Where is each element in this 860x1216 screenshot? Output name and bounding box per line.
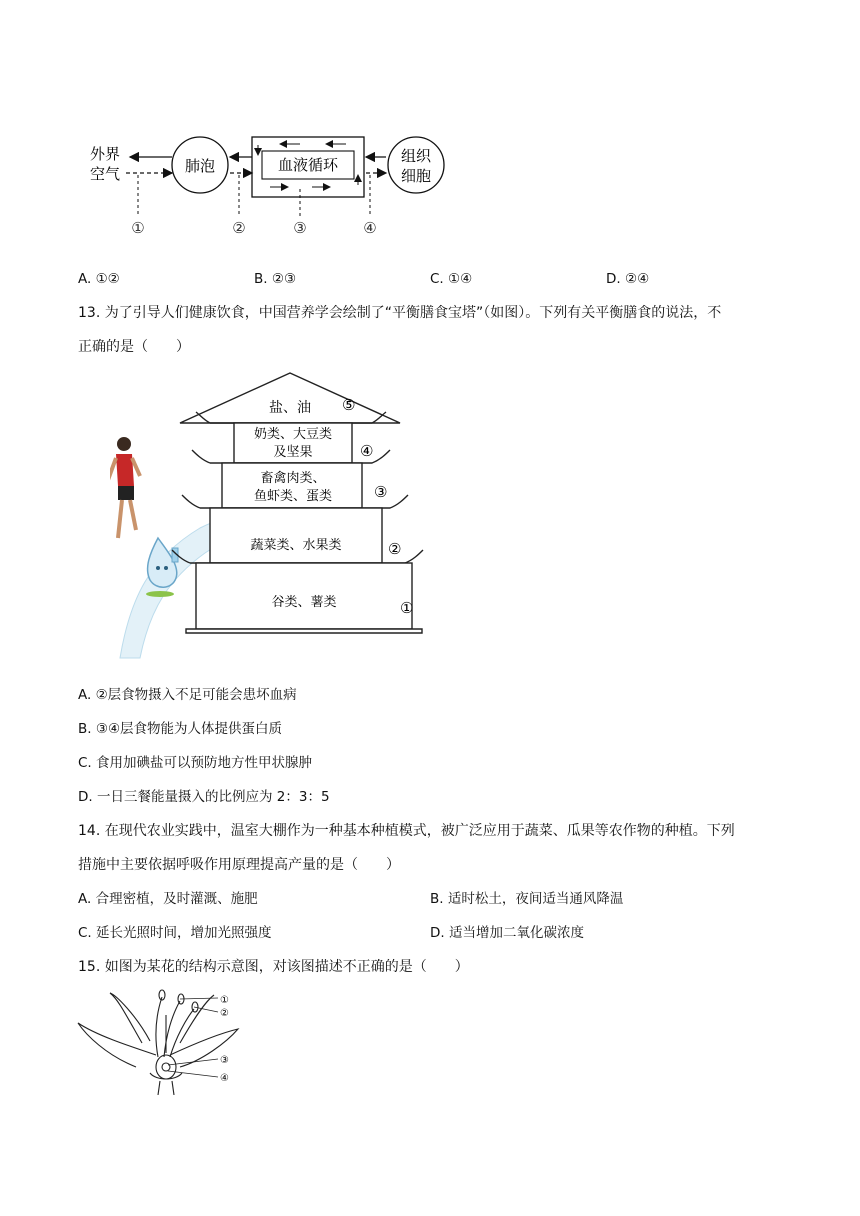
marker-2: ② — [232, 219, 246, 237]
flower-structure-figure — [76, 985, 246, 1095]
q13-option-a[interactable]: A. ②层食物摄入不足可能会患坏血病 — [78, 687, 297, 703]
outside-air-label: 空气 — [90, 165, 121, 183]
pyramid-marker-2: ② — [388, 540, 402, 558]
q14-stem: 14. 在现代农业实践中，温室大棚作为一种基本种植模式，被广泛应用于蔬菜、瓜果等农作物的种植。下列 — [78, 823, 735, 839]
pyramid-level3-label: 畜禽肉类、 — [260, 471, 326, 486]
food-pyramid-figure — [110, 368, 440, 663]
flower-marker-1: ① — [220, 995, 229, 1006]
runner-figure — [110, 437, 140, 538]
q14-option-a[interactable]: A. 合理密植，及时灌溉、施肥 — [78, 891, 258, 907]
q12-option-b[interactable]: B. ②③ — [254, 271, 297, 287]
respiration-diagram — [80, 125, 460, 240]
q13-option-b[interactable]: B. ③④层食物能为人体提供蛋白质 — [78, 721, 283, 737]
outside-air-label: 外界 — [90, 145, 121, 163]
pyramid-marker-5: ⑤ — [342, 396, 356, 414]
blood-circulation-label: 血液循环 — [277, 156, 339, 174]
q12-option-a[interactable]: A. ①② — [78, 271, 120, 287]
pyramid-marker-1: ① — [400, 599, 414, 617]
pyramid-level4-label: 及坚果 — [273, 445, 313, 460]
q13-stem-cont: 正确的是（ ） — [78, 339, 190, 355]
q15-stem: 15. 如图为某花的结构示意图，对该图描述不正确的是（ ） — [78, 959, 469, 975]
marker-4: ④ — [363, 219, 377, 237]
marker-3: ③ — [293, 219, 307, 237]
q14-option-d[interactable]: D. 适当增加二氧化碳浓度 — [430, 925, 584, 941]
pyramid-level1-label: 谷类、薯类 — [271, 595, 337, 610]
q13-stem: 13. 为了引导人们健康饮食，中国营养学会绘制了“平衡膳食宝塔”（如图）。下列有关平衡膳食的说法，不 — [78, 305, 722, 321]
alveoli-label: 肺泡 — [184, 157, 216, 175]
pyramid-level5-label: 盐、油 — [269, 400, 311, 416]
pyramid-marker-4: ④ — [360, 442, 374, 460]
marker-1: ① — [131, 219, 145, 237]
flower-marker-2: ② — [220, 1008, 229, 1019]
pyramid-level3-label: 鱼虾类、蛋类 — [253, 489, 333, 504]
flower-marker-3: ③ — [220, 1055, 229, 1066]
pyramid-marker-3: ③ — [374, 483, 388, 501]
tissue-cells-label: 组织 — [400, 147, 432, 165]
q12-option-c[interactable]: C. ①④ — [430, 271, 473, 287]
q13-option-c[interactable]: C. 食用加碘盐可以预防地方性甲状腺肿 — [78, 755, 313, 771]
q14-stem-cont: 措施中主要依据呼吸作用原理提高产量的是（ ） — [78, 857, 400, 873]
pyramid-level2-label: 蔬菜类、水果类 — [250, 538, 342, 553]
pyramid-level4-label: 奶类、大豆类 — [253, 427, 333, 442]
q14-option-b[interactable]: B. 适时松土，夜间适当通风降温 — [430, 891, 624, 907]
q14-option-c[interactable]: C. 延长光照时间，增加光照强度 — [78, 925, 272, 941]
q13-option-d[interactable]: D. 一日三餐能量摄入的比例应为 2：3：5 — [78, 789, 330, 805]
tissue-cells-label: 细胞 — [400, 167, 432, 185]
flower-marker-4: ④ — [220, 1073, 229, 1084]
q12-option-d[interactable]: D. ②④ — [606, 271, 650, 287]
